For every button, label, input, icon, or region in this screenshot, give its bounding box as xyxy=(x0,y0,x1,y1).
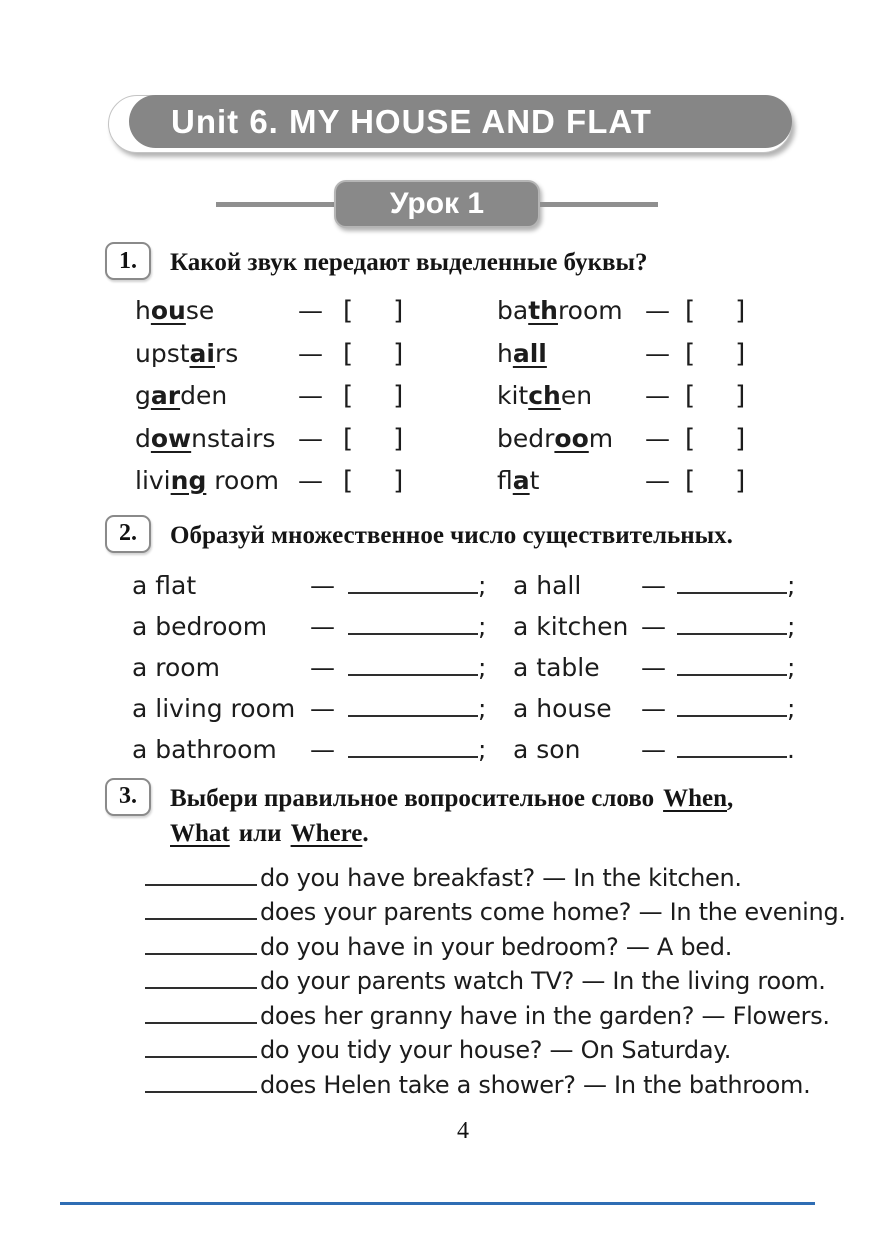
word-part: t xyxy=(529,466,540,495)
answer-blank xyxy=(677,733,787,758)
right-bracket: ] xyxy=(393,466,404,496)
ex2-word: a flat xyxy=(132,570,197,600)
left-bracket: [ xyxy=(343,296,354,326)
left-bracket: [ xyxy=(685,466,696,496)
exercise2-number-box: 2. xyxy=(105,515,151,553)
answer-brackets xyxy=(343,460,458,503)
answer-blank xyxy=(677,569,787,594)
answer-cell xyxy=(348,606,503,647)
exercise2-title: Образуй множественное число существительных. xyxy=(170,521,733,549)
question-row xyxy=(145,1033,874,1068)
answer-cell xyxy=(677,729,808,770)
column-spacer xyxy=(458,290,497,333)
answer-cell xyxy=(677,565,808,606)
word-part: kit xyxy=(497,381,529,410)
answer-blank xyxy=(145,862,257,886)
dash: — xyxy=(645,338,670,368)
word-part: d xyxy=(135,423,151,453)
punctuation: ; xyxy=(478,693,487,723)
column-spacer xyxy=(458,460,497,503)
left-bracket: [ xyxy=(685,381,696,411)
word-part: livi xyxy=(135,466,171,495)
exercise1-grid xyxy=(135,290,874,503)
question-text: do you tidy your house? — On Saturday. xyxy=(260,1036,732,1064)
punctuation: ; xyxy=(478,570,487,600)
answer-brackets xyxy=(685,375,795,418)
ex2-word: a bathroom xyxy=(132,734,277,764)
punctuation: ; xyxy=(787,693,796,723)
punctuation: . xyxy=(787,734,795,764)
word-part: m xyxy=(588,423,614,453)
ex2-word: a room xyxy=(132,652,220,682)
left-bracket: [ xyxy=(343,466,354,496)
dash: — xyxy=(641,734,666,764)
answer-cell xyxy=(348,729,503,770)
answer-blank xyxy=(348,651,478,676)
column-spacer xyxy=(458,375,497,418)
question-text: does her granny have in the garden? — Flowers. xyxy=(260,1001,830,1030)
ex2-word: a kitchen xyxy=(513,611,629,641)
ex2-word: a bedroom xyxy=(132,611,268,641)
answer-blank xyxy=(145,1000,257,1024)
answer-blank xyxy=(145,1034,257,1058)
ex1-word xyxy=(497,375,645,418)
ex2-word: a living room xyxy=(132,693,296,723)
word-part: g xyxy=(135,381,151,410)
right-bracket: ] xyxy=(735,423,746,454)
column-spacer xyxy=(458,333,497,376)
word-part: h xyxy=(135,296,151,325)
word-part: h xyxy=(497,338,513,368)
answer-brackets xyxy=(685,333,795,376)
ex1-word xyxy=(135,418,298,461)
punctuation: ; xyxy=(478,652,487,682)
word-part: fl xyxy=(497,466,513,495)
decor-line-right xyxy=(540,202,658,207)
lesson-banner-row xyxy=(0,180,874,228)
answer-brackets xyxy=(685,460,795,503)
word-part: room xyxy=(557,296,623,325)
footer-rule xyxy=(60,1202,815,1205)
word-part: room xyxy=(206,466,279,495)
answer-cell xyxy=(348,565,503,606)
exercise1-title: Какой звук передают выделенные буквы? xyxy=(170,249,648,276)
word-highlight: ou xyxy=(150,296,186,325)
exercise2-header xyxy=(105,515,874,553)
column-spacer xyxy=(503,565,513,606)
punctuation: ; xyxy=(787,652,796,682)
title-text: Выбери правильное вопросительное слово xyxy=(170,784,655,812)
left-bracket: [ xyxy=(343,423,354,454)
question-row xyxy=(145,930,874,965)
question-text: do you have breakfast? — In the kitchen. xyxy=(260,863,742,892)
ex2-word: a hall xyxy=(513,570,582,600)
column-spacer xyxy=(503,606,513,647)
dash: — xyxy=(298,381,323,410)
word-highlight: ng xyxy=(170,466,207,495)
dash: — xyxy=(310,611,335,641)
left-bracket: [ xyxy=(685,338,696,369)
word-part: upst xyxy=(135,338,190,368)
question-text: do your parents watch TV? — In the living room. xyxy=(260,967,826,995)
answer-brackets xyxy=(343,333,458,376)
conjunction: или xyxy=(238,819,282,847)
answer-blank xyxy=(348,692,478,717)
dash: — xyxy=(641,611,666,641)
exercise3-title xyxy=(170,778,733,851)
question-row xyxy=(145,999,874,1034)
ex1-word xyxy=(497,290,645,333)
dash: — xyxy=(298,296,323,325)
word-part: den xyxy=(180,381,228,410)
right-bracket: ] xyxy=(735,466,746,496)
exercise3-number-box: 3. xyxy=(105,778,151,816)
ex1-word xyxy=(135,375,298,418)
punctuation: ; xyxy=(787,570,796,600)
exercise3-questions xyxy=(145,861,874,1103)
left-bracket: [ xyxy=(685,296,696,326)
dash: — xyxy=(310,734,335,764)
word-highlight: ar xyxy=(150,381,181,410)
ex1-word xyxy=(497,418,645,461)
answer-blank xyxy=(677,692,787,717)
word-highlight: ch xyxy=(528,381,561,410)
question-row xyxy=(145,1068,874,1103)
right-bracket: ] xyxy=(393,381,404,411)
answer-cell xyxy=(677,606,808,647)
ex1-word xyxy=(135,333,298,376)
lesson-title: Урок 1 xyxy=(389,187,485,220)
word-part: se xyxy=(185,296,215,325)
dash: — xyxy=(310,570,335,600)
unit-banner-fill xyxy=(129,95,792,148)
answer-blank xyxy=(145,931,257,955)
answer-brackets xyxy=(343,418,458,461)
dash: — xyxy=(641,652,666,682)
option-when: When xyxy=(663,784,727,812)
unit-title: Unit 6. MY HOUSE AND FLAT xyxy=(171,102,652,140)
column-spacer xyxy=(503,729,513,770)
answer-blank xyxy=(145,896,257,920)
question-row xyxy=(145,861,874,896)
dash: — xyxy=(298,423,323,453)
word-highlight: th xyxy=(528,296,558,325)
exercise1-header xyxy=(105,242,874,280)
ex2-word: a table xyxy=(513,652,600,682)
punctuation: , xyxy=(726,784,734,812)
question-text: do you have in your bedroom? — A bed. xyxy=(260,932,733,961)
exercise3-header xyxy=(105,778,874,851)
page-number: 4 xyxy=(457,1118,469,1144)
word-highlight: ow xyxy=(150,423,192,453)
decor-line-left xyxy=(216,202,334,207)
dash: — xyxy=(645,296,670,325)
answer-brackets xyxy=(343,375,458,418)
word-highlight: oo xyxy=(554,423,589,453)
punctuation: ; xyxy=(787,611,796,641)
unit-banner xyxy=(108,95,792,153)
answer-cell xyxy=(677,688,808,729)
right-bracket: ] xyxy=(393,338,404,369)
right-bracket: ] xyxy=(735,381,746,411)
ex1-word xyxy=(497,333,645,376)
right-bracket: ] xyxy=(735,296,746,326)
left-bracket: [ xyxy=(685,423,696,454)
answer-brackets xyxy=(685,418,795,461)
word-part: nstairs xyxy=(191,423,276,453)
ex1-word xyxy=(497,460,645,503)
question-row xyxy=(145,964,874,999)
right-bracket: ] xyxy=(393,296,404,326)
dash: — xyxy=(641,570,666,600)
ex1-word xyxy=(135,460,298,503)
right-bracket: ] xyxy=(735,338,746,369)
exercise3-title-line1 xyxy=(170,781,733,816)
dash: — xyxy=(641,693,666,723)
exercise3-title-line2 xyxy=(170,816,733,851)
answer-cell xyxy=(348,647,503,688)
column-spacer xyxy=(503,688,513,729)
word-highlight: a xyxy=(512,466,530,495)
answer-cell xyxy=(348,688,503,729)
exercise2-grid xyxy=(132,565,874,770)
ex1-word xyxy=(135,290,298,333)
punctuation: ; xyxy=(478,734,487,764)
dash: — xyxy=(298,466,323,495)
dash: — xyxy=(310,652,335,682)
answer-blank xyxy=(348,569,478,594)
word-part: ba xyxy=(497,296,529,325)
answer-cell xyxy=(677,647,808,688)
left-bracket: [ xyxy=(343,381,354,411)
answer-blank xyxy=(145,1069,257,1093)
lesson-capsule xyxy=(334,180,540,228)
word-part: rs xyxy=(215,338,239,368)
dash: — xyxy=(310,693,335,723)
dash: — xyxy=(645,423,670,453)
punctuation: ; xyxy=(478,611,487,641)
answer-blank xyxy=(348,610,478,635)
answer-brackets xyxy=(343,290,458,333)
dash: — xyxy=(645,381,670,410)
column-spacer xyxy=(503,647,513,688)
answer-blank xyxy=(145,965,257,989)
dash: — xyxy=(645,466,670,495)
option-what: What xyxy=(170,819,230,847)
ex2-word: a son xyxy=(513,734,581,764)
question-text: does your parents come home? — In the evening. xyxy=(260,898,846,926)
punctuation: . xyxy=(362,819,369,847)
word-highlight: ai xyxy=(189,338,215,368)
ex2-word: a house xyxy=(513,693,612,723)
answer-blank xyxy=(677,651,787,676)
right-bracket: ] xyxy=(393,423,404,454)
left-bracket: [ xyxy=(343,338,354,369)
answer-blank xyxy=(348,733,478,758)
answer-brackets xyxy=(685,290,795,333)
exercise1-number-box: 1. xyxy=(105,242,151,280)
word-highlight: all xyxy=(512,338,547,368)
word-part: en xyxy=(560,381,593,410)
column-spacer xyxy=(458,418,497,461)
word-part: bedr xyxy=(497,423,555,453)
question-text: does Helen take a shower? — In the bathroom. xyxy=(260,1070,811,1099)
dash: — xyxy=(298,338,323,368)
option-where: Where xyxy=(290,819,363,847)
answer-blank xyxy=(677,610,787,635)
question-row xyxy=(145,895,874,930)
